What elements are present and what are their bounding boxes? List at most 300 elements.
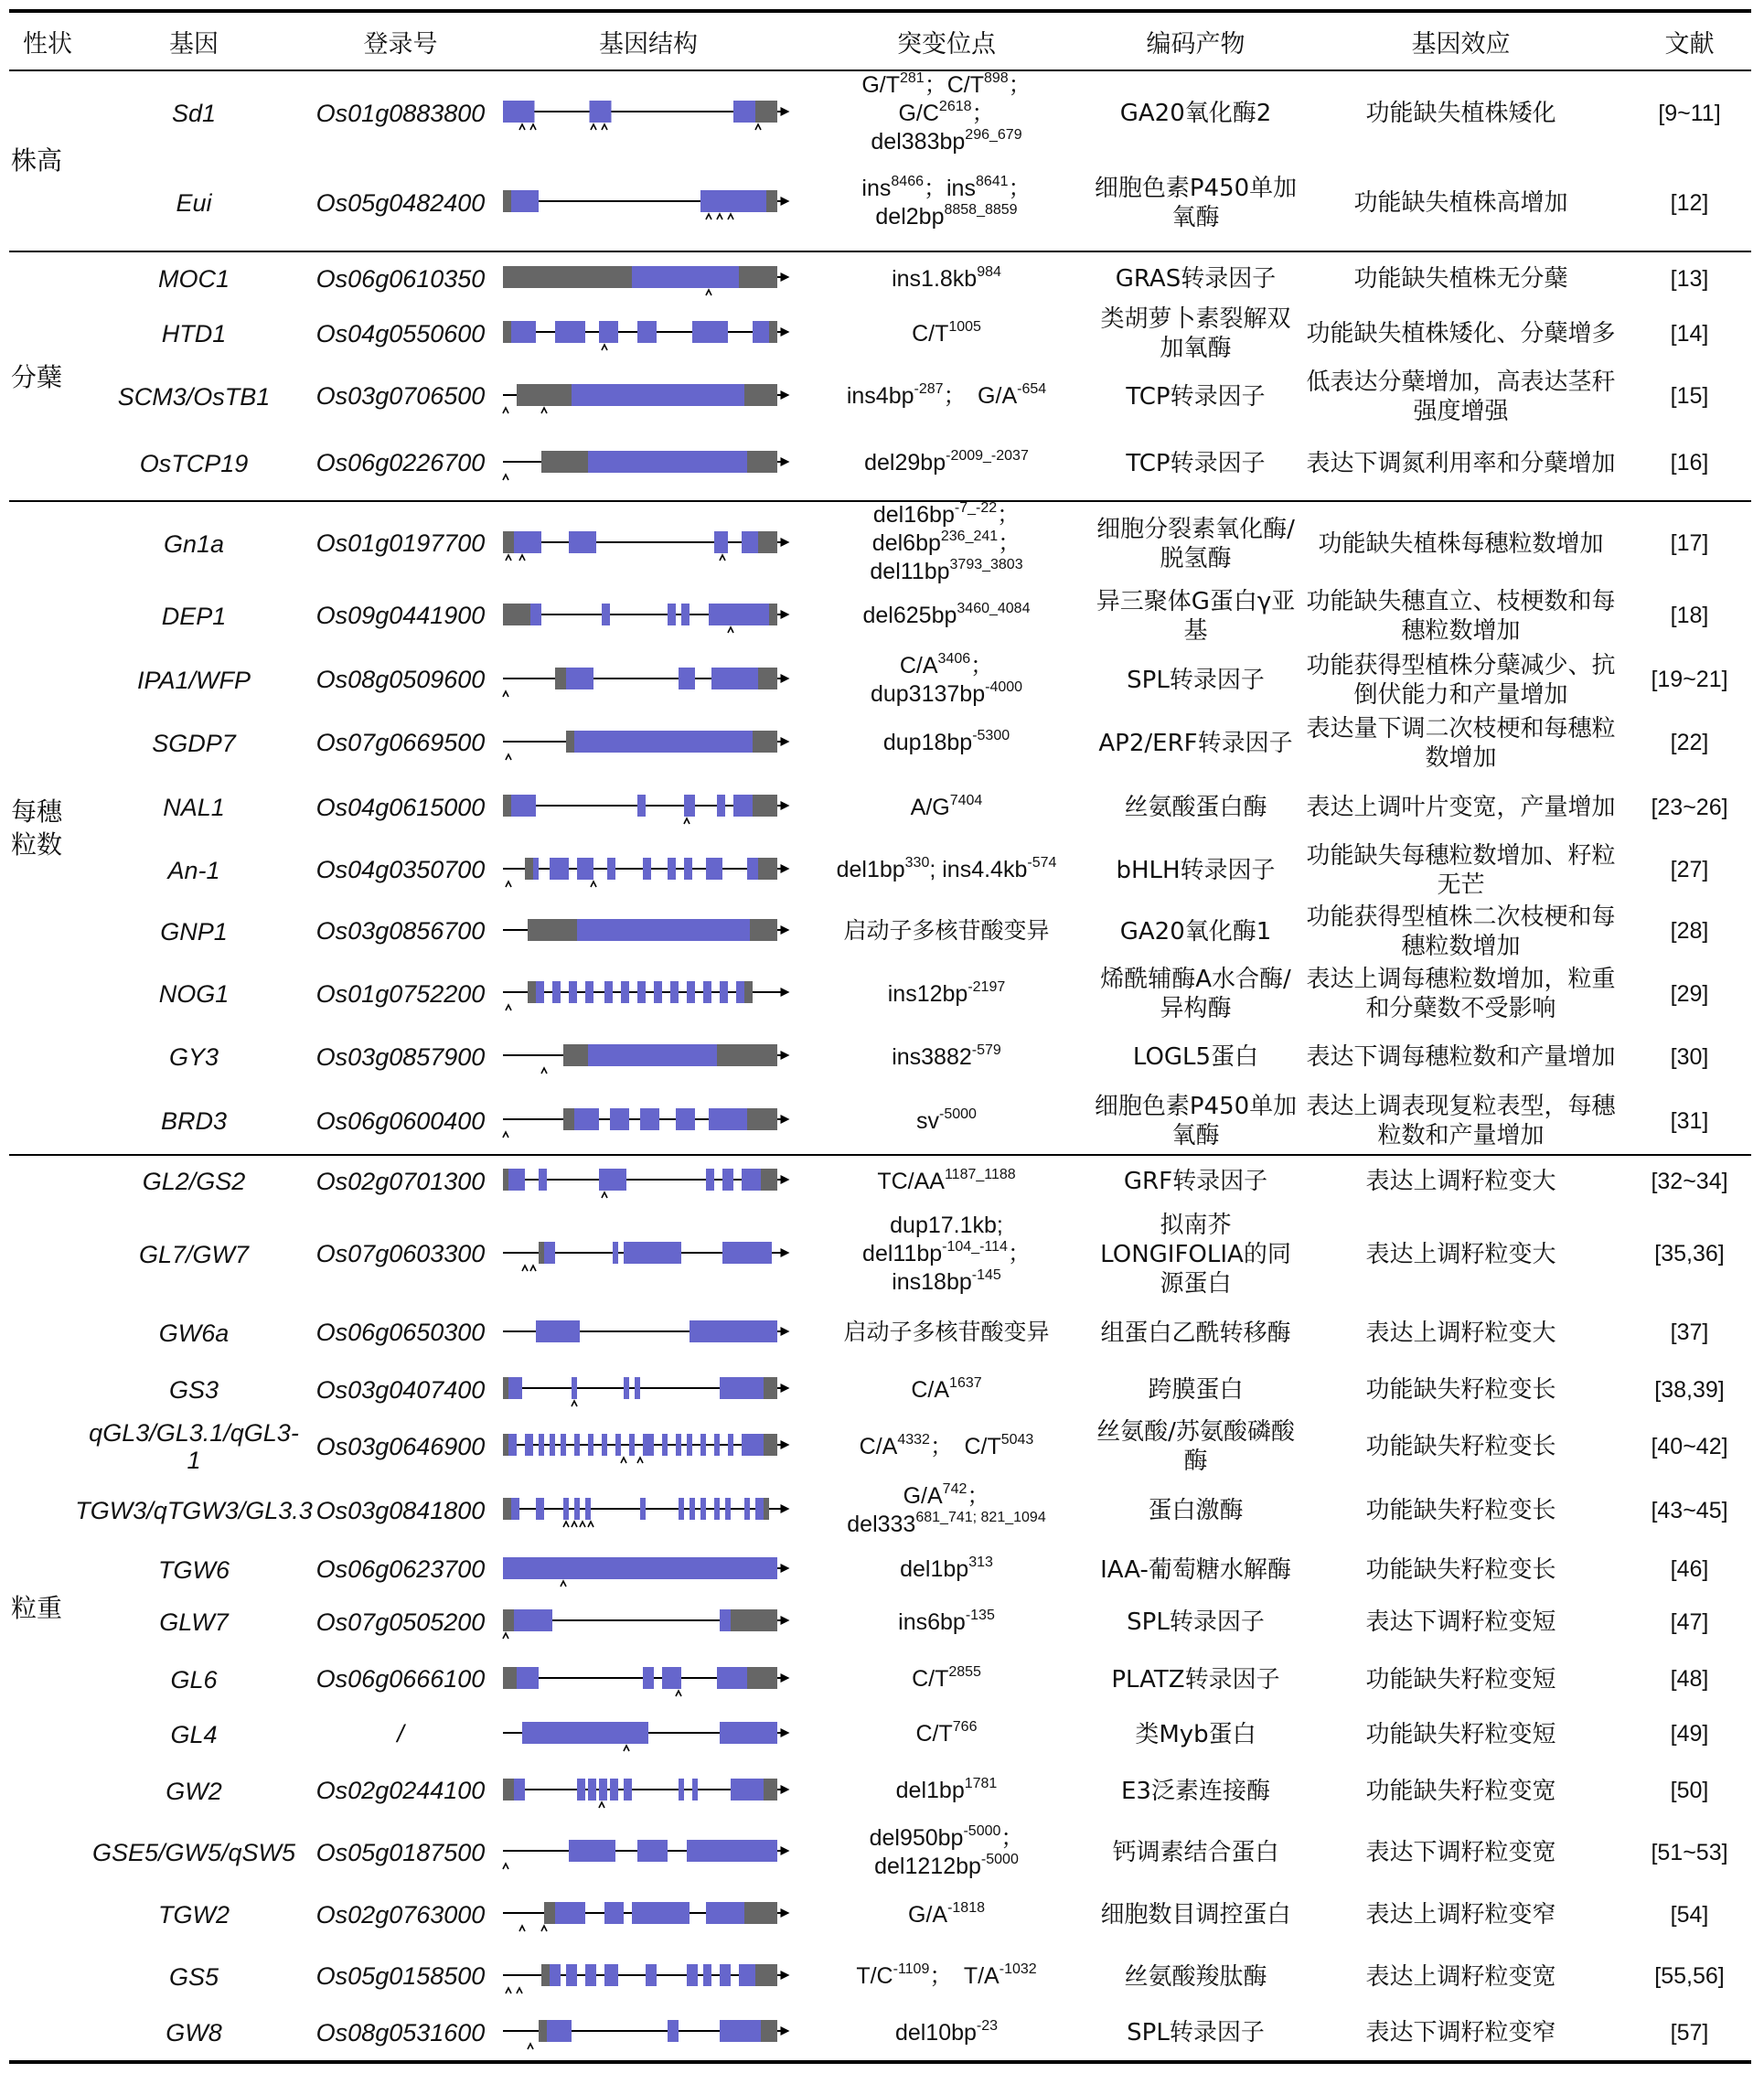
utr-block (747, 1667, 777, 1689)
mutation-line (870, 1824, 1024, 1853)
mutation-text: del1212bp (874, 1854, 981, 1879)
exon-block (536, 1498, 544, 1520)
direction-arrow (781, 457, 790, 466)
mutation-site (805, 1205, 1088, 1303)
encoded-product: 钙调素结合蛋白 (1112, 1839, 1279, 1866)
mutation-position: 1637 (949, 1374, 982, 1391)
gene-structure-diagram (501, 93, 796, 134)
encoded-product: 烯酰辅酶A水合酶/异构酶 (1100, 966, 1291, 1022)
gene-structure (501, 1088, 796, 1154)
mutation-line (856, 1962, 1036, 1991)
mutation-line (911, 794, 983, 822)
table-row (0, 649, 1764, 711)
accession-number: Os05g0187500 (315, 1838, 486, 1866)
exon-block (720, 1377, 764, 1399)
accession-number: Os02g0763000 (315, 1900, 486, 1929)
mutation-lines (883, 729, 1010, 757)
exon-block (555, 1902, 585, 1924)
reference: [49] (1670, 1721, 1709, 1747)
exon-block (511, 1498, 519, 1520)
mutation-lines (912, 1665, 981, 1694)
exon-block (747, 858, 758, 880)
utr-block (555, 668, 566, 689)
accession-number: Os03g0841800 (315, 1496, 486, 1524)
exon-block (604, 981, 613, 1003)
mutation-text: C/T (912, 320, 949, 347)
gene-name: An-1 (167, 856, 220, 884)
mutation-marker (541, 1068, 547, 1074)
header-reference: 文献 (1664, 29, 1715, 59)
utr-block (503, 266, 632, 288)
mutation-marker (519, 124, 525, 130)
utr-block (563, 1108, 574, 1130)
gene-structure (501, 1946, 796, 2007)
mutation-lines (912, 320, 981, 348)
gene-structure (501, 1205, 796, 1303)
mutation-lines (911, 794, 983, 822)
mutation-text: ; ins4.4kb (929, 857, 1028, 882)
gene-effect: 表达上调籽粒变大 (1365, 1319, 1556, 1347)
mutation-line (843, 1319, 1049, 1347)
exon-block (700, 1498, 706, 1520)
table-row (0, 775, 1764, 839)
exon-block (522, 1722, 648, 1744)
gene-structure-diagram (501, 1660, 796, 1700)
mutation-marker (572, 1401, 577, 1406)
utr-block (744, 384, 777, 406)
gene-structure-diagram (501, 1957, 796, 1997)
exon-block (692, 1779, 698, 1801)
mutation-marker (519, 1926, 525, 1931)
mutation-site (805, 1651, 1088, 1708)
exon-block (514, 1609, 552, 1631)
encoded-product: SPL转录因子 (1127, 666, 1265, 694)
exon-block (572, 1377, 577, 1399)
direction-arrow (781, 801, 790, 810)
reference: [35,36] (1654, 1241, 1725, 1266)
gene-structure-diagram (501, 1602, 796, 1642)
mutation-lines (843, 1319, 1049, 1347)
encoded-product: 细胞数目调控蛋白 (1100, 1901, 1291, 1929)
exon-block (574, 1498, 580, 1520)
utr-block (503, 1169, 508, 1191)
mutation-lines (861, 71, 1031, 156)
exon-block (668, 604, 676, 625)
gene-effect: 功能缺失籽粒变长 (1365, 1497, 1556, 1524)
gene-structure-diagram (501, 443, 796, 484)
mutation-position: 984 (977, 263, 1001, 280)
table-row (0, 1822, 1764, 1884)
exon-block (550, 1964, 561, 1986)
exon-block (547, 2020, 572, 2042)
mutation-position: 313 (968, 1555, 993, 1570)
exon-block (706, 858, 722, 880)
gene-structure (501, 1594, 796, 1651)
utr-block (769, 604, 777, 625)
reference: [37] (1670, 1320, 1709, 1345)
direction-arrow (781, 737, 790, 746)
mutation-text: del1bp (895, 1778, 965, 1803)
exon-block (643, 1434, 654, 1456)
mutation-text: G/A (908, 1901, 948, 1928)
mutation-site (805, 1417, 1088, 1476)
exon-block (550, 858, 569, 880)
gene-name: GW2 (166, 1777, 222, 1805)
mutation-marker (720, 555, 725, 561)
utr-block (747, 1108, 777, 1130)
mutation-marker (561, 1581, 566, 1587)
direction-arrow (781, 1616, 790, 1625)
direction-arrow (781, 1051, 790, 1060)
table-row (0, 427, 1764, 499)
mutation-marker (506, 754, 511, 760)
mutation-marker (506, 1988, 511, 1993)
mutation-text: ins3882 (892, 1043, 972, 1070)
exon-block (733, 101, 755, 123)
exon-block (717, 795, 725, 817)
exon-block (508, 1434, 517, 1456)
accession-number: Os09g0441900 (315, 602, 486, 629)
table-row (0, 1158, 1764, 1205)
utr-block (755, 1964, 777, 1986)
gene-structure-diagram (501, 1771, 796, 1811)
mutation-position: 1187_1188 (944, 1166, 1016, 1182)
exon-block (577, 919, 750, 941)
mutation-text: ； (971, 100, 995, 126)
mutation-site (805, 1884, 1088, 1946)
encoded-product: GA20氧化酶2 (1119, 100, 1272, 127)
exon-block (624, 1377, 629, 1399)
mutation-text: C/A (859, 1433, 898, 1459)
utr-block (753, 731, 777, 753)
mutation-text: ； (998, 530, 1021, 556)
gene-structure-diagram (501, 1313, 796, 1353)
mutation-text: del625bp (862, 603, 957, 628)
mutation-line (892, 1043, 1001, 1072)
exon-block (679, 668, 695, 689)
gene-structure-diagram (501, 183, 796, 223)
mutation-line (892, 265, 1001, 294)
gene-effect: 低表达分蘖增加，高表达茎秆强度增强 (1306, 368, 1616, 425)
exon-block (508, 1169, 525, 1191)
mutation-line (861, 203, 1031, 231)
reference: [14] (1670, 320, 1709, 347)
accession-number: Os08g0531600 (315, 2018, 486, 2046)
mutation-lines (892, 265, 1001, 294)
encoded-product: GRAS转录因子 (1115, 265, 1277, 293)
gene-structure-diagram (501, 723, 796, 764)
mutation-marker (588, 1522, 593, 1527)
exon-block (728, 1434, 733, 1456)
mutation-text: del10bp (894, 2019, 977, 2046)
gene-name: Eui (176, 189, 212, 217)
mutation-site (805, 839, 1088, 901)
exon-block (511, 795, 536, 817)
utr-block (517, 384, 572, 406)
table-row (0, 302, 1764, 366)
direction-arrow (781, 1175, 790, 1184)
exon-block (668, 2020, 679, 2042)
mutation-position: 8858_8859 (944, 202, 1018, 218)
direction-arrow (781, 390, 790, 400)
gene-structure (501, 1158, 796, 1205)
gene-name: qGL3/GL3.1/qGL3-1 (89, 1419, 299, 1474)
gene-name: GL2/GS2 (142, 1168, 246, 1195)
exon-block (572, 384, 744, 406)
encoded-product: 细胞色素P450单加氧酶 (1094, 1093, 1298, 1149)
gene-name: GS5 (168, 1962, 219, 1991)
mutation-marker (728, 627, 733, 633)
mutation-site (805, 649, 1088, 711)
mutation-text: ins (861, 176, 892, 201)
mutation-text: ； (997, 502, 1021, 528)
accession-number: Os06g0226700 (315, 449, 486, 476)
mutation-position: 2618 (938, 98, 972, 114)
exon-block (742, 1169, 761, 1191)
mutation-line (861, 175, 1031, 203)
reference: [13] (1670, 265, 1709, 292)
exon-block (720, 1722, 777, 1744)
gene-effect: 功能缺失植株矮化、分蘖增多 (1306, 320, 1616, 347)
gene-structure-diagram (501, 2013, 796, 2053)
mutation-position: 3460_4084 (957, 601, 1031, 616)
mutation-text: del383bp (871, 128, 966, 155)
mutation-position: -287 (914, 381, 944, 397)
gene-effect: 功能获得型植株分蘖减少、抗倒伏能力和产量增加 (1306, 651, 1616, 709)
mutation-line (843, 917, 1049, 946)
mutation-line (900, 1555, 993, 1584)
trait-grain-weight: 粒重 (11, 1593, 63, 1623)
exon-block (588, 451, 747, 473)
gene-effect: 表达上调籽粒变大 (1365, 1168, 1556, 1195)
exon-block (588, 1779, 596, 1801)
exon-block (725, 1498, 731, 1520)
table-row (0, 582, 1764, 649)
gene-structure-diagram (501, 1895, 796, 1935)
mutation-lines (908, 1901, 985, 1929)
mutation-position: 281 (899, 69, 925, 86)
exon-block (744, 1498, 750, 1520)
mutation-line (864, 449, 1029, 477)
mutation-text: G/T (861, 71, 900, 98)
mutation-lines (888, 980, 1006, 1009)
exon-block (684, 795, 695, 817)
mutation-text: del2bp (875, 204, 945, 230)
reference: [38,39] (1654, 1376, 1725, 1403)
direction-arrow (781, 1504, 790, 1513)
gene-structure-diagram (501, 1715, 796, 1755)
mutation-text: del11bp (862, 1241, 943, 1266)
mutation-site (805, 775, 1088, 839)
exon-block (552, 981, 561, 1003)
exon-block (539, 1169, 547, 1191)
direction-arrow (781, 610, 790, 619)
gene-structure-diagram (501, 912, 796, 952)
gene-name: GNP1 (160, 917, 228, 946)
exon-block (599, 1779, 607, 1801)
mutation-site (805, 1088, 1088, 1154)
mutation-position: -104_-114 (942, 1239, 1008, 1255)
gene-effect: 功能获得型植株二次枝梗和每穗粒数增加 (1306, 903, 1616, 960)
mutation-site (805, 1303, 1088, 1362)
exon-block (662, 1667, 681, 1689)
exon-block (640, 1498, 646, 1520)
mutation-lines (896, 1777, 998, 1805)
exon-block (742, 1434, 764, 1456)
mutation-text: ； G/A (943, 383, 1018, 409)
table-row (0, 1884, 1764, 1946)
direction-arrow (781, 327, 790, 337)
exon-block (566, 668, 593, 689)
reference: [43~45] (1651, 1497, 1728, 1523)
exon-block (722, 1242, 772, 1264)
exon-block (602, 604, 610, 625)
mutation-line (877, 1168, 1015, 1196)
gene-structure (501, 505, 796, 582)
exon-block (632, 266, 739, 288)
mutation-position: 2855 (948, 1664, 981, 1680)
mutation-site (805, 2007, 1088, 2058)
mutation-line (898, 1608, 995, 1637)
mutation-line (888, 980, 1006, 1009)
reference: [48] (1670, 1666, 1709, 1692)
gene-effect: 功能缺失籽粒变短 (1365, 1720, 1556, 1748)
exon-block (739, 1964, 755, 1986)
mutation-text: del16bp (872, 502, 955, 528)
mutation-site (805, 582, 1088, 649)
mutation-marker (676, 1691, 681, 1696)
utr-block (744, 1902, 777, 1924)
accession-number: Os03g0857900 (315, 1042, 486, 1071)
mutation-text: ； (1007, 1241, 1031, 1266)
gene-structure (501, 1417, 796, 1476)
mutation-site (805, 901, 1088, 962)
gene-structure-diagram (501, 1037, 796, 1077)
mutation-text: del29bp (864, 450, 946, 476)
accession-number: Os04g0350700 (315, 856, 486, 883)
encoded-product: 丝氨酸羧肽酶 (1124, 1962, 1267, 1991)
mutation-text: ins12bp (887, 980, 968, 1007)
exon-block (624, 1779, 632, 1801)
table-row (0, 1026, 1764, 1088)
mutation-lines (877, 1168, 1015, 1196)
gene-structure (501, 1026, 796, 1088)
mutation-position: 742 (942, 1481, 968, 1497)
mutation-marker (602, 345, 607, 350)
exon-block (668, 858, 676, 880)
gene-structure-diagram (501, 1234, 796, 1275)
header-gene: 基因 (169, 29, 219, 59)
utr-block (503, 1377, 508, 1399)
exon-block (566, 1964, 577, 1986)
exon-block (574, 1108, 599, 1130)
gene-effect: 功能缺失籽粒变长 (1365, 1376, 1556, 1404)
gene-structure (501, 427, 796, 499)
mutation-position: 8641 (975, 174, 1009, 189)
gene-effect: 功能缺失籽粒变长 (1365, 1433, 1556, 1460)
exon-block (753, 321, 769, 343)
gene-structure (501, 2007, 796, 2058)
gene-effect: 表达量下调二次枝梗和每穗粒数增加 (1306, 714, 1616, 772)
table-row (0, 1760, 1764, 1822)
encoded-product: 蛋白激酶 (1148, 1497, 1244, 1524)
mutation-line (912, 1665, 981, 1694)
mutation-site (805, 302, 1088, 366)
mutation-marker (717, 214, 722, 219)
direction-arrow (781, 1248, 790, 1257)
mutation-site (805, 366, 1088, 427)
gene-structure (501, 366, 796, 427)
gene-name: SGDP7 (152, 729, 236, 757)
utr-block (761, 1169, 777, 1191)
exon-block (709, 1108, 747, 1130)
encoded-product: GRF转录因子 (1123, 1168, 1268, 1195)
gene-structure (501, 1760, 796, 1822)
gene-structure (501, 962, 796, 1026)
header-mutation-site: 突变位点 (897, 29, 996, 59)
utr-block (761, 2020, 777, 2042)
reference: [16] (1670, 450, 1709, 476)
exon-block (706, 1902, 744, 1924)
encoded-product: 细胞色素P450单加氧酶 (1094, 175, 1298, 231)
exon-block (654, 981, 662, 1003)
encoded-product: 细胞分裂素氧化酶/脱氢酶 (1096, 515, 1295, 572)
accession-number: Os06g0666100 (315, 1665, 486, 1693)
header-effect: 基因效应 (1411, 29, 1511, 59)
exon-block (711, 668, 758, 689)
exon-block (690, 1498, 695, 1520)
mutation-position: -1032 (999, 1961, 1037, 1977)
gene-structure (501, 302, 796, 366)
gene-name: GSE5/GW5/qSW5 (91, 1839, 296, 1866)
gene-effect: 表达上调籽粒变大 (1365, 1240, 1556, 1268)
utr-block (717, 1044, 777, 1066)
exon-block (687, 981, 695, 1003)
exon-block (714, 1434, 720, 1456)
reference: [19~21] (1651, 667, 1728, 692)
encoded-product: 类胡萝卜素裂解双加氧酶 (1100, 305, 1291, 362)
utr-block (528, 919, 577, 941)
mutation-marker (684, 818, 690, 824)
accession-number: Os03g0407400 (315, 1375, 486, 1404)
exon-block (731, 1779, 764, 1801)
gene-structure (501, 582, 796, 649)
utr-block (764, 1498, 769, 1520)
mutation-text: del6bp (871, 530, 941, 556)
accession-number: Os05g0158500 (315, 1962, 486, 1990)
exon-block (720, 1964, 731, 1986)
mutation-position: -574 (1027, 855, 1057, 871)
exon-block (637, 321, 657, 343)
mutation-position: 330 (904, 855, 930, 871)
mutation-lines (847, 382, 1046, 411)
mutation-site (805, 1946, 1088, 2007)
exon-block (624, 1242, 681, 1264)
exon-block (536, 981, 544, 1003)
mutation-line (837, 856, 1057, 884)
exon-block (514, 1779, 525, 1801)
exon-block (590, 101, 612, 123)
mutation-site (805, 1476, 1088, 1545)
exon-block (632, 1902, 690, 1924)
table-row (0, 366, 1764, 427)
gene-effect: 表达上调每穗粒数增加，粒重和分蘖数不受影响 (1306, 966, 1616, 1022)
mutation-line (861, 71, 1031, 100)
mutation-text: del1bp (836, 857, 905, 882)
gene-structure-diagram (501, 1370, 796, 1410)
mutation-site (805, 1760, 1088, 1822)
mutation-line (870, 529, 1022, 558)
